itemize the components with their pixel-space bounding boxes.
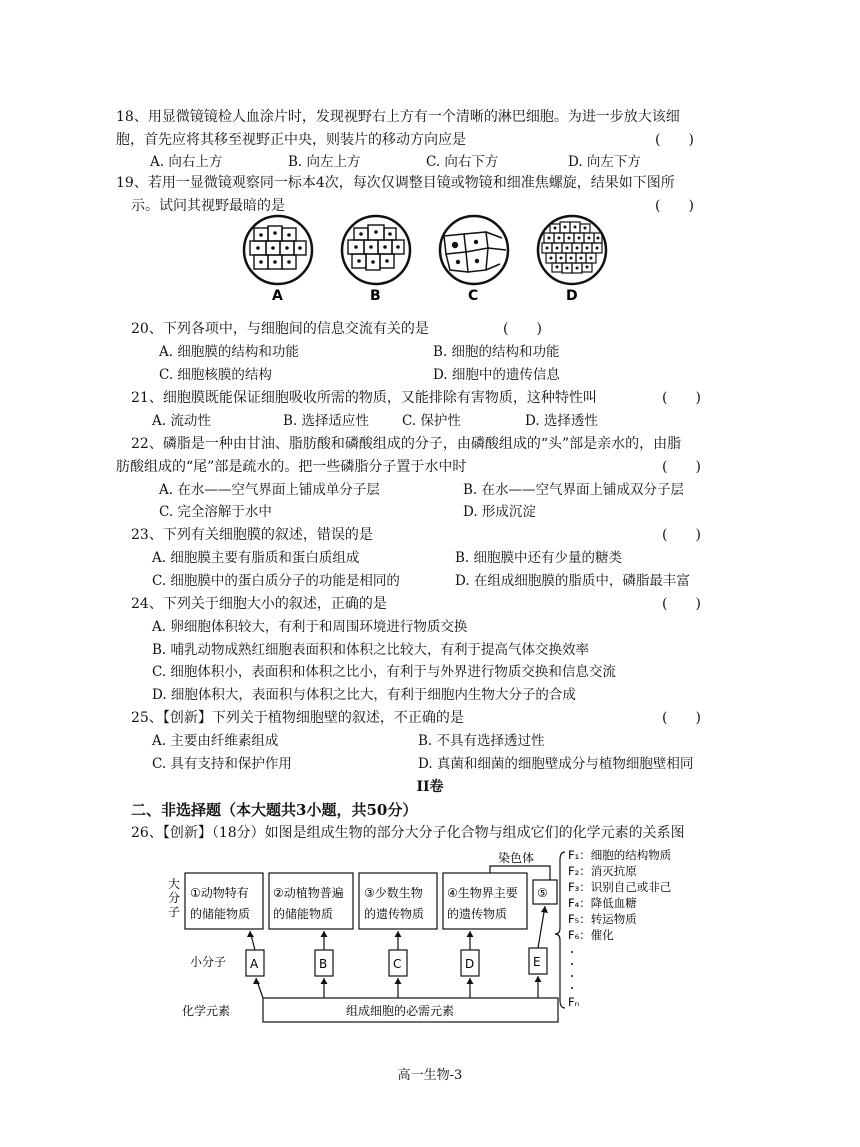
- q25-option-d: D. 真菌和细菌的细胞壁成分与植物细胞壁相同: [418, 756, 694, 772]
- q25-option-c: C. 具有支持和保护作用: [152, 756, 292, 772]
- microscope-fields-figure: [230, 208, 630, 308]
- q23-stem: 23、下列有关细胞膜的叙述，错误的是: [131, 527, 373, 543]
- q22-option-a: A. 在水——空气界面上铺成单分子层: [159, 482, 380, 498]
- q20-option-a: A. 细胞膜的结构和功能: [159, 344, 299, 360]
- q18-line2: 胞，首先应将其移至视野正中央，则装片的移动方向应是: [116, 132, 466, 148]
- q20-option-c: C. 细胞核膜的结构: [159, 367, 272, 383]
- function-f5: F₅：转运物质: [568, 912, 637, 926]
- function-fn: Fₙ: [568, 995, 580, 1009]
- q23-option-b: B. 细胞膜中还有少量的糖类: [455, 550, 623, 566]
- small-molecule-d: D: [465, 957, 475, 971]
- q19-line1: 19、若用一显微镜观察同一标本4次，每次仅调整目镜或物镜和细准焦螺旋，结果如下图所: [116, 175, 675, 191]
- label-small-molecule: 小分子: [190, 955, 227, 969]
- q21-option-a: A. 流动性: [152, 413, 211, 429]
- macro-2-line1: ②动植物普遍: [273, 886, 344, 900]
- q24-option-a: A. 卵细胞体积较大，有利于和周围环境进行物质交换: [152, 619, 468, 635]
- macro-3-line1: ③少数生物: [364, 886, 423, 900]
- section-heading: 二、非选择题（本大题共3小题，共50分）: [131, 801, 418, 819]
- field-b-label: B: [370, 288, 381, 304]
- label-macro: 大分子: [168, 877, 181, 919]
- chromosome-label: 染色体: [498, 851, 535, 865]
- q18-option-d: D. 向左下方: [568, 154, 641, 170]
- q20-option-d: D. 细胞中的遗传信息: [433, 367, 560, 383]
- q23-option-c: C. 细胞膜中的蛋白质分子的功能是相同的: [152, 573, 400, 589]
- small-molecule-b: B: [319, 957, 328, 971]
- q24-answer-paren: ( ): [662, 596, 701, 612]
- q20-answer-paren: ( ): [503, 321, 542, 337]
- function-f3: F₃：识别自己或非己: [568, 880, 672, 894]
- q21-option-b: B. 选择适应性: [283, 413, 370, 429]
- field-d-icon: [538, 216, 606, 284]
- q23-answer-paren: ( ): [662, 527, 701, 543]
- q22-option-c: C. 完全溶解于水中: [159, 504, 272, 520]
- q25-option-b: B. 不具有选择透过性: [418, 733, 545, 749]
- small-molecule-c: C: [393, 957, 402, 971]
- q24-stem: 24、下列关于细胞大小的叙述，正确的是: [131, 596, 387, 612]
- field-c-label: C: [468, 288, 479, 304]
- q24-option-b: B. 哺乳动物成熟红细胞表面积和体积之比较大，有利于提高气体交换效率: [152, 642, 590, 658]
- q23-option-a: A. 细胞膜主要有脂质和蛋白质组成: [152, 550, 360, 566]
- macro-2-line2: 的储能物质: [273, 907, 334, 921]
- q21-stem: 21、细胞膜既能保证细胞吸收所需的物质，又能排除有害物质，这种特性叫: [131, 390, 597, 406]
- q21-option-c: C. 保护性: [402, 413, 461, 429]
- field-a-label: A: [272, 288, 283, 304]
- q22-answer-paren: ( ): [662, 459, 701, 475]
- q25-stem: 25、【创新】下列关于植物细胞壁的叙述，不正确的是: [131, 710, 464, 726]
- element-box-text: 组成细胞的必需元素: [346, 1004, 455, 1018]
- field-b-icon: [342, 216, 410, 284]
- field-d-label: D: [566, 288, 578, 304]
- function-f4: F₄：降低血糖: [568, 896, 637, 910]
- q19-line2: 示。试问其视野最暗的是: [131, 198, 285, 214]
- q18-line1: 18、用显微镜镜检人血涂片时，发现视野右上方有一个清晰的淋巴细胞。为进一步放大该细: [116, 109, 680, 125]
- q18-option-b: B. 向左上方: [288, 154, 361, 170]
- small-molecule-a: A: [250, 957, 259, 971]
- q22-line2: 肪酸组成的“尾”部是疏水的。把一些磷脂分子置于水中时: [116, 459, 467, 475]
- q20-stem: 20、下列各项中，与细胞间的信息交流有关的是: [131, 321, 429, 337]
- small-molecule-e: E: [533, 955, 541, 969]
- function-f1: F₁：细胞的结构物质: [568, 848, 672, 862]
- volume-heading: II卷: [416, 779, 444, 795]
- page-footer: 高一生物-3: [397, 1068, 463, 1083]
- macro-4-line2: 的遗传物质: [447, 907, 508, 921]
- q26-stem: 26、【创新】（18分）如图是组成生物的部分大分子化合物与组成它们的化学元素的关系图: [131, 825, 685, 841]
- macro-4-line1: ④生物界主要: [447, 886, 518, 900]
- macro-1-line2: 的储能物质: [190, 907, 251, 921]
- q21-option-d: D. 选择透性: [525, 413, 598, 429]
- macro-3-line2: 的遗传物质: [364, 907, 425, 921]
- ellipsis-dots: [571, 951, 573, 989]
- q24-option-d: D. 细胞体积大，表面积与体积之比大，有利于细胞内生物大分子的合成: [152, 687, 576, 703]
- macromolecule-diagram: [160, 840, 720, 1030]
- q22-option-b: B. 在水——空气界面上铺成双分子层: [463, 482, 685, 498]
- q23-option-d: D. 在组成细胞膜的脂质中，磷脂最丰富: [455, 573, 690, 589]
- q18-option-a: A. 向右上方: [150, 154, 223, 170]
- q20-option-b: B. 细胞的结构和功能: [433, 344, 560, 360]
- field-c-icon: [440, 216, 508, 284]
- q25-answer-paren: ( ): [662, 710, 701, 726]
- q22-option-d: D. 形成沉淀: [463, 504, 536, 520]
- q24-option-c: C. 细胞体积小，表面积和体积之比小，有利于与外界进行物质交换和信息交流: [152, 664, 616, 680]
- q21-answer-paren: ( ): [662, 390, 701, 406]
- q22-line1: 22、磷脂是一种由甘油、脂肪酸和磷酸组成的分子，由磷酸组成的“头”部是亲水的，由脂: [131, 436, 682, 452]
- q19-answer-paren: ( ): [655, 198, 694, 214]
- macro-5-line1: ⑤: [537, 886, 548, 900]
- field-a-icon: [244, 216, 312, 284]
- q18-option-c: C. 向右下方: [426, 154, 499, 170]
- q18-answer-paren: ( ): [655, 132, 694, 148]
- macro-1-line1: ①动物特有: [190, 886, 249, 900]
- function-f6: F₆：催化: [568, 928, 614, 942]
- q25-option-a: A. 主要由纤维素组成: [152, 733, 279, 749]
- function-f2: F₂：消灭抗原: [568, 864, 637, 878]
- label-chemical-element: 化学元素: [182, 1004, 231, 1018]
